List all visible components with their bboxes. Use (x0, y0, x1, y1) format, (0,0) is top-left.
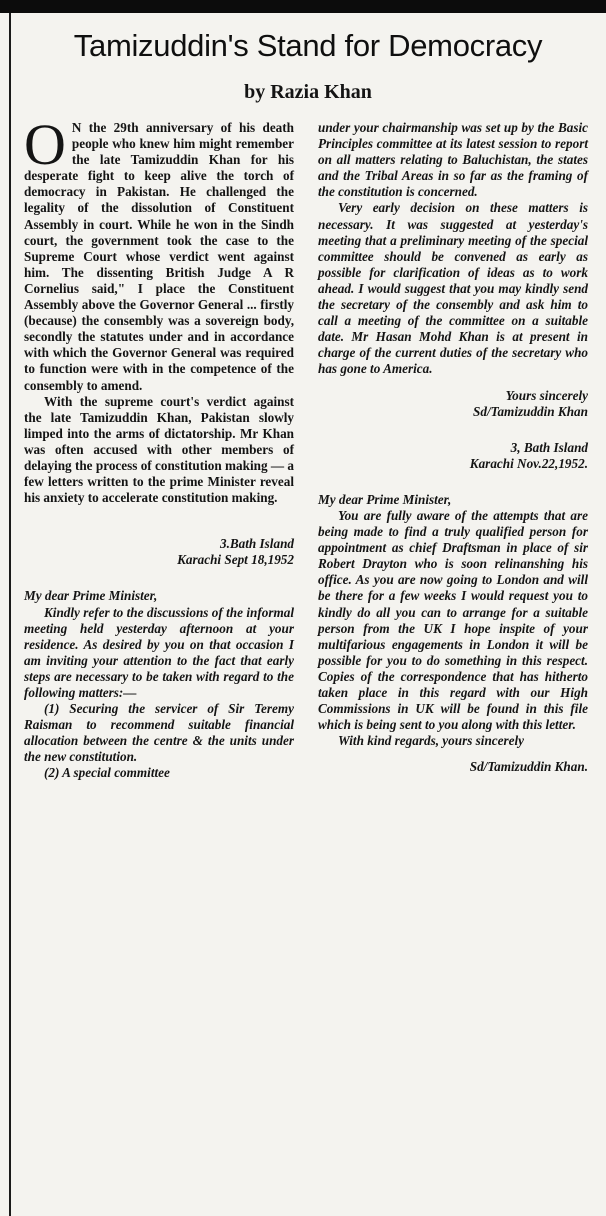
letter1-salutation: My dear Prime Minister, (24, 588, 158, 604)
letter1-body: Kindly refer to the discussions of the informal meeting held yesterday afternoon at your residence. As desired by you on that occasion I am inviting your attention to the fact that early steps are necessary to be taken with regard to the following matters:— (24, 604, 294, 700)
letter2-signature: Sd/Tamizuddin Khan. (469, 759, 588, 775)
article-byline: by Razia Khan (244, 81, 372, 103)
letter1-item1: (1) Securing the servicer of Sir Teremy Raisman to recommend suitable financial allocation between the centre & the units under the new constitution. (24, 701, 294, 765)
letter1-place-date: Karachi Sept 18,1952 (177, 552, 294, 568)
intro-paragraph (24, 112, 294, 394)
letter2-place-date: Karachi Nov.22,1952. (469, 455, 588, 471)
letter2-salutation: My dear Prime Minister, (318, 491, 452, 507)
top-border-bar (0, 0, 606, 13)
letter1-signature: Sd/Tamizuddin Khan (473, 403, 588, 419)
letter1-item2-cont: under your chairmanship was set up by the Basic Principles committee at its latest session to report on all matters relating to Baluchistan, the states and the Tribal Areas in so far as the framing of the constitution is concerned. (318, 120, 588, 200)
right-column (318, 120, 588, 775)
letter1-start (24, 588, 294, 781)
left-column (24, 112, 294, 782)
drop-cap: O (24, 112, 66, 177)
letter1-address: 3.Bath Island (219, 536, 294, 552)
letter1-closing: Yours sincerely (505, 387, 588, 403)
article-headline: Tamizuddin's Stand for Democracy (73, 28, 543, 63)
left-column-rule (9, 13, 11, 1216)
letter2-body: You are fully aware of the attempts that are being made to find a truly qualified person for appointment as chief Draftsman in place of sir Robert Drayton who is soon relinanshing his office. As you are now going to London and will be there for a few weeks I would request you to kindly do all you can to arrange for a suitable person from the UK I hope inspite of your multifarious engagements in London it will be possible for you to do something in this respect. Copies of the correspondence that has hitherto taken place in this regard with our High Commissions in UK will be found in this file which is being sent to you along with this letter. (318, 507, 588, 733)
letter2-address: 3, Bath Island (510, 439, 588, 455)
intro-text: N the 29th anniversary of his death people who knew him might remember the late Tamizuddin Khan for his desperate fight to keep alive the torch of democracy in Pakistan. He challenged the legality of the dissolution of Constituent Assembly in court. While he won in the Sindh court, the government took the case to the Supreme Court whose verdict went against him. The dissenting British Judge A R Cornelius said," I place the Constituent Assembly above the Governor General ... firstly (because) the consembly was a sovereign body, secondly the statutes under and in accordance with which the Governor General was required to function were with in the competence of the consembly to amend. (24, 120, 294, 393)
letter2-regards: With kind regards, yours sincerely (338, 733, 524, 749)
letter1-para2: Very early decision on these matters is necessary. It was suggested at yesterday's meeting that a preliminary meeting of the special committee should be convened as early as possible for clarification of ideas as to work ahead. I would suggest that you may kindly send the secretary of the consembly and ask him to call a meeting of the committee on a suitable date. Mr Hasan Mohd Khan is at present in charge of the current duties of the secretary who has gone to America. (318, 200, 588, 377)
intro-paragraph-2: With the supreme court's verdict against the late Tamizuddin Khan, Pakistan slowly limped into the arms of dictatorship. Mr Khan was often accused with other members of delaying the process of constitution making — a few letters written to the prime Minister reveal his anxiety to accelerate constitution making. (24, 393, 294, 506)
letter1-item2-start: (2) A special committee (44, 765, 170, 781)
